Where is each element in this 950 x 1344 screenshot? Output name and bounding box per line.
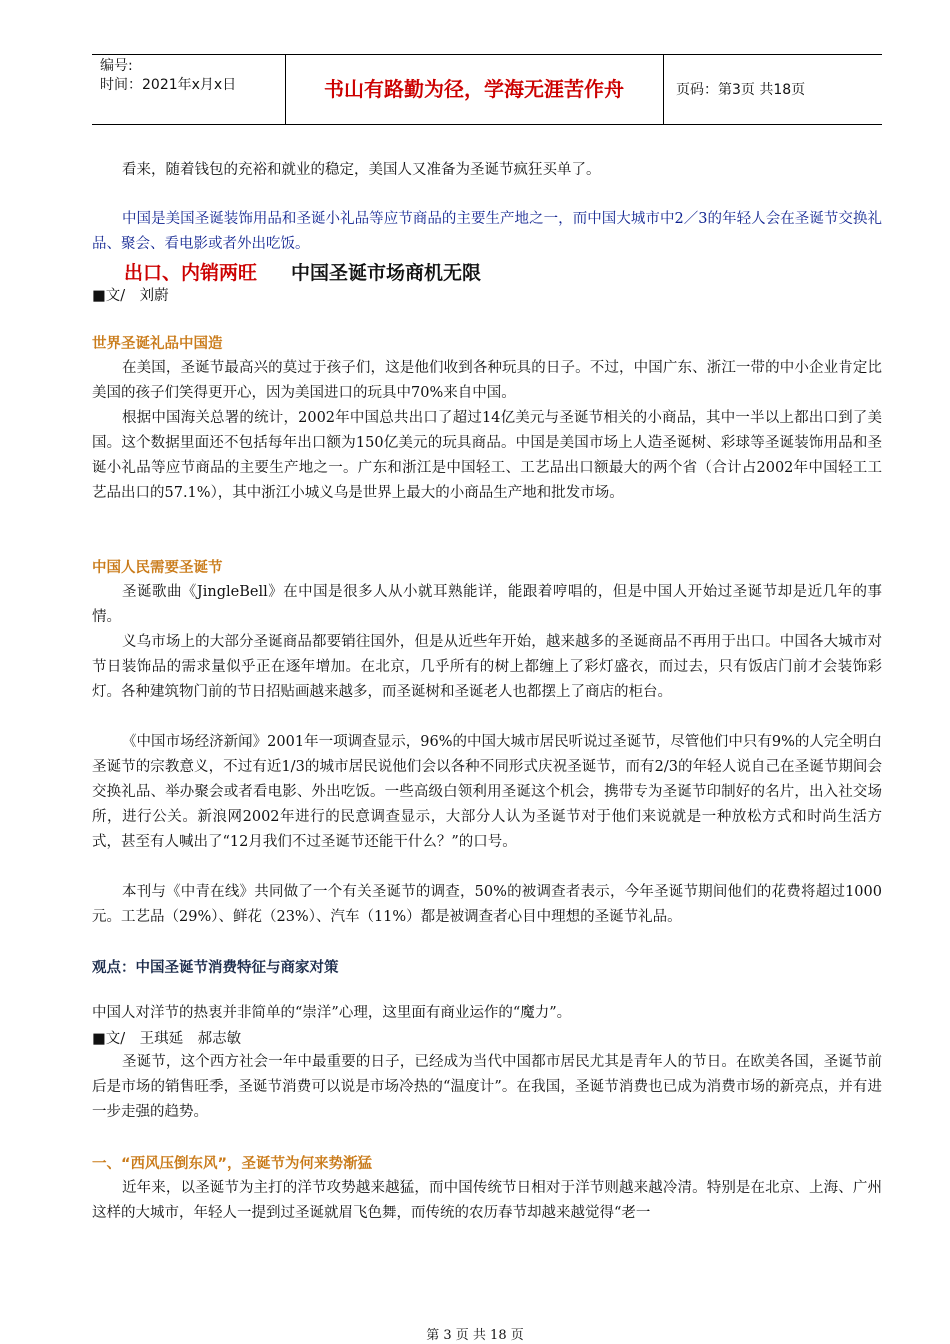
document-number-label: 编号: [100, 58, 133, 74]
section-title: 世界圣诞礼品中国造 [92, 336, 223, 352]
paragraph: 本刊与《中青在线》共同做了一个有关圣诞节的调查，50%的被调查者表示，今年圣诞节期间他们的花费将超过1000元。工艺品（29%）、鲜花（23%）、汽车（11%）都是被调查者心目中理想的圣诞节礼品。 [92, 884, 882, 925]
paragraph: 在美国，圣诞节最高兴的莫过于孩子们，这是他们收到各种玩具的日子。不过，中国广东、浙江一带的中小企业肯定比美国的孩子们笑得更开心，因为美国进口的玩具中70%来自中国。 [92, 360, 882, 401]
paragraph: 圣诞节，这个西方社会一年中最重要的日子，已经成为当代中国都市居民尤其是青年人的节日。在欧美各国，圣诞节前后是市场的销售旺季，圣诞节消费可以说是市场冷热的“温度计”。在我国，圣诞节消费也已成为消费市场的新亮点，并有进一步走强的趋势。 [92, 1054, 882, 1120]
article-headline [124, 258, 481, 285]
section-title: 观点：中国圣诞节消费特征与商家对策 [92, 960, 339, 976]
section-title: 中国人民需要圣诞节 [92, 560, 223, 576]
header-motto: 书山有路勤为径，学海无涯苦作舟 [324, 77, 624, 101]
byline: ■文/ 刘蔚 [92, 288, 169, 304]
paragraph: 义乌市场上的大部分圣诞商品都要销往国外，但是从近些年开始，越来越多的圣诞商品不再用于出口。中国各大城市对节日装饰品的需求量似乎正在逐年增加。在北京，几乎所有的树上都缠上了彩灯盛衣，而过去，只有饭店门前才会装饰彩灯。各种建筑物门前的节日招贴画越来越多，而圣诞树和圣诞老人也都摆上了商店的柜台。 [92, 634, 882, 700]
header-page-number: 页码：第3页 共18页 [676, 82, 806, 98]
byline: ■文/ 王琪延 郝志敏 [92, 1031, 242, 1047]
header-divider-right [663, 55, 664, 124]
section-title: 一、“西风压倒东风”，圣诞节为何来势渐猛 [92, 1156, 373, 1172]
document-time-label: 时间：2021年x月x日 [100, 77, 237, 93]
intro-blue-paragraph: 中国是美国圣诞装饰用品和圣诞小礼品等应节商品的主要生产地之一，而中国大城市中2／3的年轻人会在圣诞节交换礼品、聚会、看电影或者外出吃饭。 [92, 211, 882, 252]
paragraph: 根据中国海关总署的统计，2002年中国总共出口了超过14亿美元与圣诞节相关的小商品，其中一半以上都出口到了美国。这个数据里面还不包括每年出口额为150亿美元的玩具商品。中国是美国市场上人造圣诞树、彩球等圣诞装饰用品和圣诞小礼品等应节商品的主要生产地之一。广东和浙江是中国轻工、工艺品出口额最大的两个省（合计占2002年中国轻工工艺品出口的57.1%），其中浙江小城义乌是世界上最大的小商品生产地和批发市场。 [92, 410, 882, 501]
header-meta [100, 57, 290, 95]
page-footer: 第 3 页 共 18 页 [426, 1328, 524, 1343]
headline-black: 中国圣诞市场商机无限 [291, 262, 482, 284]
headline-red: 出口、内销两旺 [124, 262, 258, 284]
intro-paragraph: 看来，随着钱包的充裕和就业的稳定，美国人又准备为圣诞节疯狂买单了。 [122, 162, 601, 178]
paragraph: 圣诞歌曲《JingleBell》在中国是很多人从小就耳熟能详，能跟着哼唱的，但是中国人开始过圣诞节却是近几年的事情。 [92, 584, 882, 625]
page-header [92, 54, 882, 125]
paragraph: 近年来，以圣诞节为主打的洋节攻势越来越猛，而中国传统节日相对于洋节则越来越冷清。特别是在北京、上海、广州这样的大城市，年轻人一提到过圣诞就眉飞色舞，而传统的农历春节却越来越觉得“老一 [92, 1180, 882, 1221]
paragraph: 《中国市场经济新闻》2001年一项调查显示，96%的中国大城市居民听说过圣诞节，尽管他们中只有9%的人完全明白圣诞节的宗教意义，不过有近1/3的城市居民说他们会以各种不同形式庆祝圣诞节，而有2/3的年轻人说自己在圣诞节期间会交换礼品、举办聚会或者看电影、外出吃饭。一些高级白领利用圣诞这个机会，携带专为圣诞节印制好的名片，出入社交场所，进行公关。新浪网2002年进行的民意调查显示，大部分人认为圣诞节对于他们来说就是一种放松方式和时尚生活方式，甚至有人喊出了“12月我们不过圣诞节还能干什么？”的口号。 [92, 734, 882, 850]
lead-paragraph: 中国人对洋节的热衷并非简单的“崇洋”心理，这里面有商业运作的“魔力”。 [92, 1005, 572, 1021]
